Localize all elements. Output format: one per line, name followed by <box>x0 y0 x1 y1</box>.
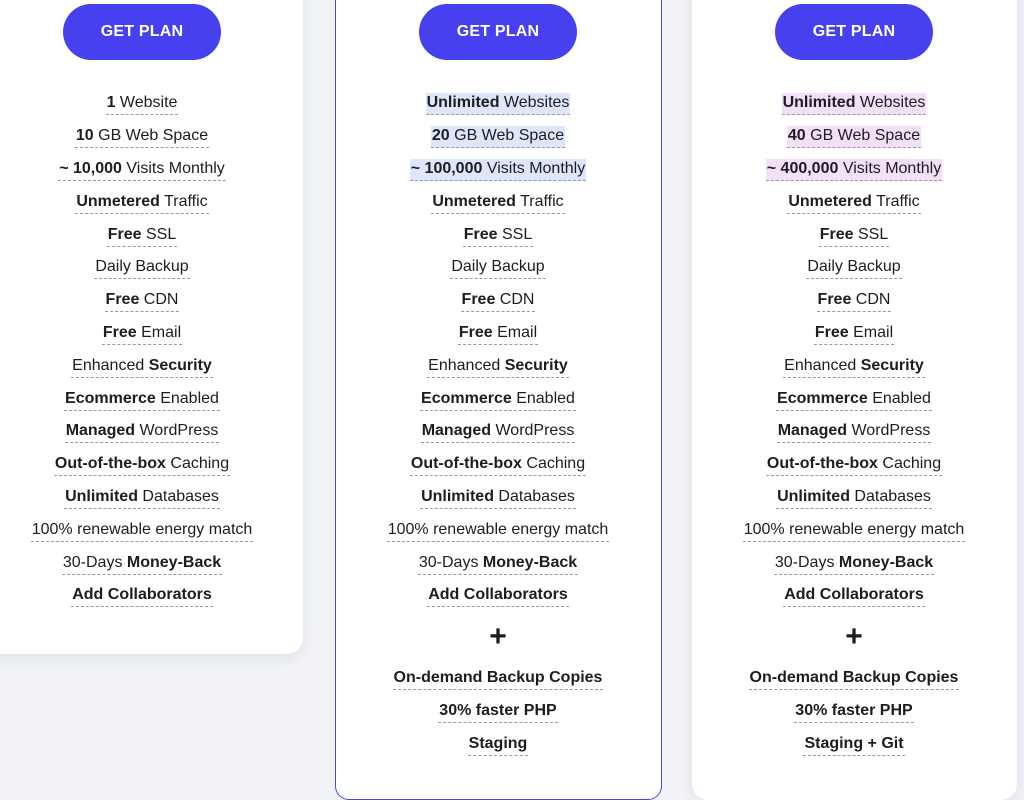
feature-item <box>0 580 307 613</box>
feature-tooltip-text[interactable] <box>420 487 576 509</box>
feature-emphasis: Unmetered <box>76 192 160 210</box>
feature-tooltip-text[interactable] <box>75 192 208 214</box>
feature-emphasis: Managed <box>421 422 492 440</box>
feature-item <box>333 219 663 252</box>
feature-tooltip-text[interactable] <box>458 323 538 345</box>
plan-column-basic <box>0 0 307 756</box>
extra-feature-label[interactable]: Staging + Git <box>803 734 904 756</box>
feature-label: Enabled <box>155 389 219 407</box>
feature-tooltip-text[interactable] <box>774 553 934 575</box>
feature-item <box>333 154 663 187</box>
feature-label: Daily Backup <box>451 258 545 276</box>
feature-emphasis: Out-of-the-box <box>410 455 522 473</box>
feature-label: Visits Monthly <box>121 159 225 177</box>
feature-label: Websites <box>855 94 926 112</box>
feature-label: Enabled <box>511 389 575 407</box>
plan-column-mid <box>333 0 663 756</box>
feature-tooltip-text[interactable] <box>94 257 189 279</box>
feature-tooltip-text[interactable] <box>387 520 610 542</box>
extra-feature-item <box>333 696 663 729</box>
feature-item <box>689 350 1019 383</box>
feature-emphasis: ~ 10,000 <box>59 159 122 177</box>
feature-item <box>333 252 663 285</box>
feature-label: Databases <box>137 487 219 505</box>
feature-item <box>689 383 1019 416</box>
plus-icon: + <box>489 620 507 653</box>
feature-label: Visits Monthly <box>838 159 942 177</box>
feature-tooltip-text[interactable] <box>410 454 586 476</box>
feature-item <box>0 482 307 515</box>
feature-emphasis: 1 <box>106 94 116 112</box>
feature-item <box>0 449 307 482</box>
feature-item <box>0 350 307 383</box>
feature-item <box>689 154 1019 187</box>
feature-tooltip-text[interactable] <box>58 159 226 181</box>
feature-list <box>689 88 1019 613</box>
feature-tooltip-text[interactable] <box>71 356 213 378</box>
feature-emphasis: Managed <box>777 422 848 440</box>
feature-tooltip-text[interactable] <box>421 421 576 443</box>
feature-label: CDN <box>495 291 535 309</box>
feature-emphasis: Unlimited <box>782 94 856 112</box>
plus-icon: + <box>845 620 863 653</box>
feature-emphasis: Security <box>860 356 924 374</box>
feature-tooltip-text[interactable] <box>54 454 230 476</box>
feature-item <box>333 186 663 219</box>
feature-item <box>0 154 307 187</box>
feature-item <box>333 318 663 351</box>
feature-label: SSL <box>497 225 533 243</box>
feature-emphasis: Money-Back <box>482 553 578 571</box>
feature-label: Email <box>492 323 538 341</box>
feature-item <box>689 416 1019 449</box>
feature-item <box>0 416 307 449</box>
feature-emphasis: ~ 100,000 <box>410 159 483 177</box>
feature-tooltip-text[interactable] <box>418 553 578 575</box>
feature-item <box>333 121 663 154</box>
feature-tooltip-text[interactable] <box>461 290 536 312</box>
feature-item <box>0 383 307 416</box>
feature-emphasis: 10 <box>75 127 94 145</box>
feature-tooltip-text[interactable] <box>783 356 925 378</box>
feature-tooltip-text[interactable] <box>410 159 586 181</box>
feature-tooltip-text[interactable] <box>450 257 545 279</box>
feature-item <box>333 350 663 383</box>
feature-label: Email <box>848 323 894 341</box>
feature-tooltip-text[interactable] <box>777 421 932 443</box>
feature-emphasis: Unmetered <box>788 192 872 210</box>
feature-item <box>689 186 1019 219</box>
feature-tooltip-text[interactable] <box>783 585 925 607</box>
feature-tooltip-text[interactable] <box>64 389 220 411</box>
feature-emphasis: Add Collaborators <box>72 586 212 604</box>
feature-label: 30-Days <box>418 553 483 571</box>
feature-list <box>0 88 307 613</box>
extra-feature-label[interactable]: On-demand Backup Copies <box>749 668 960 690</box>
feature-emphasis: Free <box>819 225 854 243</box>
feature-item <box>689 318 1019 351</box>
feature-label: SSL <box>141 225 177 243</box>
feature-item <box>333 547 663 580</box>
get-plan-button[interactable]: GET PLAN <box>63 4 221 60</box>
feature-item <box>689 88 1019 121</box>
get-plan-button[interactable]: GET PLAN <box>775 4 933 60</box>
feature-label: Traffic <box>871 192 920 210</box>
feature-label: Daily Backup <box>807 258 901 276</box>
feature-label: 30-Days <box>62 553 127 571</box>
feature-tooltip-text[interactable] <box>107 225 177 247</box>
feature-label: Databases <box>849 487 931 505</box>
feature-emphasis: Unmetered <box>432 192 516 210</box>
feature-tooltip-text[interactable] <box>431 126 565 148</box>
feature-label: CDN <box>139 291 179 309</box>
feature-tooltip-text[interactable] <box>806 257 901 279</box>
feature-label: WordPress <box>491 422 575 440</box>
feature-emphasis: 40 <box>787 127 806 145</box>
feature-item <box>0 121 307 154</box>
extra-feature-label[interactable]: On-demand Backup Copies <box>393 668 604 690</box>
feature-item <box>333 482 663 515</box>
feature-tooltip-text[interactable] <box>787 126 921 148</box>
feature-emphasis: Money-Back <box>126 553 222 571</box>
feature-tooltip-text[interactable] <box>420 389 576 411</box>
feature-tooltip-text[interactable] <box>431 192 564 214</box>
feature-tooltip-text[interactable] <box>427 356 569 378</box>
feature-emphasis: Unlimited <box>65 487 138 505</box>
feature-label: WordPress <box>135 422 219 440</box>
feature-label: Enhanced <box>72 356 149 374</box>
extra-feature-label[interactable]: Staging <box>468 734 529 756</box>
feature-item <box>333 88 663 121</box>
feature-tooltip-text[interactable] <box>814 323 894 345</box>
plan-column-top <box>689 0 1019 756</box>
feature-emphasis: Out-of-the-box <box>766 455 878 473</box>
feature-emphasis: Free <box>461 291 496 309</box>
extra-feature-item <box>689 663 1019 696</box>
feature-label: GB Web Space <box>805 127 921 145</box>
feature-item <box>689 449 1019 482</box>
feature-emphasis: Ecommerce <box>777 389 868 407</box>
feature-tooltip-text[interactable] <box>105 290 180 312</box>
feature-item <box>333 416 663 449</box>
feature-label: Caching <box>165 455 230 473</box>
feature-item <box>689 482 1019 515</box>
extra-feature-item <box>689 696 1019 729</box>
extra-feature-list <box>333 663 663 761</box>
feature-item <box>689 219 1019 252</box>
feature-item <box>689 121 1019 154</box>
feature-label: Visits Monthly <box>482 159 586 177</box>
extra-feature-item <box>333 663 663 696</box>
feature-tooltip-text[interactable] <box>776 389 932 411</box>
feature-item <box>333 285 663 318</box>
feature-label: 100% renewable energy match <box>387 520 609 538</box>
feature-tooltip-text[interactable] <box>31 520 254 542</box>
feature-item <box>689 547 1019 580</box>
feature-item <box>0 252 307 285</box>
feature-tooltip-text[interactable] <box>102 323 182 345</box>
feature-list <box>333 88 663 613</box>
feature-item <box>689 514 1019 547</box>
feature-tooltip-text[interactable] <box>75 126 209 148</box>
feature-emphasis: Free <box>458 323 493 341</box>
feature-label: Traffic <box>515 192 564 210</box>
feature-tooltip-text[interactable] <box>819 225 889 247</box>
feature-tooltip-text[interactable] <box>64 487 220 509</box>
feature-label: WordPress <box>847 422 931 440</box>
feature-item <box>333 514 663 547</box>
feature-label: 100% renewable energy match <box>31 520 253 538</box>
feature-emphasis: Managed <box>65 422 136 440</box>
feature-label: CDN <box>851 291 891 309</box>
get-plan-button[interactable]: GET PLAN <box>419 4 577 60</box>
feature-label: Websites <box>499 94 570 112</box>
feature-label: Email <box>136 323 182 341</box>
feature-label: GB Web Space <box>449 127 565 145</box>
plus-row <box>689 622 1019 652</box>
feature-emphasis: Add Collaborators <box>784 586 924 604</box>
feature-tooltip-text[interactable] <box>62 553 222 575</box>
extra-feature-list <box>689 663 1019 761</box>
feature-label: 100% renewable energy match <box>743 520 965 538</box>
plus-row <box>0 622 307 652</box>
feature-tooltip-text[interactable] <box>776 487 932 509</box>
feature-emphasis: Free <box>102 323 137 341</box>
extra-feature-label[interactable]: 30% faster PHP <box>794 701 913 723</box>
feature-emphasis: Security <box>504 356 568 374</box>
feature-item <box>0 547 307 580</box>
feature-item <box>0 318 307 351</box>
feature-item <box>689 580 1019 613</box>
feature-item <box>333 580 663 613</box>
feature-item <box>689 285 1019 318</box>
feature-item <box>689 252 1019 285</box>
feature-tooltip-text[interactable] <box>426 93 571 115</box>
feature-emphasis: Ecommerce <box>421 389 512 407</box>
feature-label: Website <box>115 94 178 112</box>
feature-label: 30-Days <box>774 553 839 571</box>
feature-tooltip-text[interactable] <box>71 585 213 607</box>
feature-emphasis: Unlimited <box>421 487 494 505</box>
feature-tooltip-text[interactable] <box>766 159 942 181</box>
feature-emphasis: Free <box>463 225 498 243</box>
feature-emphasis: Free <box>105 291 140 309</box>
extra-feature-item <box>333 729 663 762</box>
feature-item <box>333 383 663 416</box>
feature-item <box>333 449 663 482</box>
feature-label: Caching <box>521 455 586 473</box>
feature-emphasis: Ecommerce <box>65 389 156 407</box>
feature-item <box>0 88 307 121</box>
feature-label: Traffic <box>159 192 208 210</box>
feature-emphasis: Free <box>814 323 849 341</box>
feature-tooltip-text[interactable] <box>743 520 966 542</box>
feature-emphasis: Unlimited <box>426 94 500 112</box>
feature-label: Databases <box>493 487 575 505</box>
feature-item <box>0 186 307 219</box>
feature-tooltip-text[interactable] <box>787 192 920 214</box>
feature-emphasis: 20 <box>431 127 450 145</box>
feature-tooltip-text[interactable] <box>65 421 220 443</box>
feature-tooltip-text[interactable] <box>106 93 179 115</box>
feature-tooltip-text[interactable] <box>766 454 942 476</box>
extra-feature-label[interactable]: 30% faster PHP <box>438 701 557 723</box>
feature-tooltip-text[interactable] <box>817 290 892 312</box>
feature-label: Enhanced <box>784 356 861 374</box>
feature-emphasis: ~ 400,000 <box>766 159 839 177</box>
feature-tooltip-text[interactable] <box>427 585 569 607</box>
feature-tooltip-text[interactable] <box>463 225 533 247</box>
feature-emphasis: Free <box>817 291 852 309</box>
feature-label: Enhanced <box>428 356 505 374</box>
feature-emphasis: Unlimited <box>777 487 850 505</box>
feature-emphasis: Add Collaborators <box>428 586 568 604</box>
feature-label: Enabled <box>867 389 931 407</box>
feature-item <box>0 219 307 252</box>
feature-emphasis: Out-of-the-box <box>54 455 166 473</box>
feature-label: Caching <box>877 455 942 473</box>
plus-row <box>333 622 663 652</box>
feature-emphasis: Security <box>148 356 212 374</box>
feature-emphasis: Money-Back <box>838 553 934 571</box>
feature-item <box>0 285 307 318</box>
feature-emphasis: Free <box>107 225 142 243</box>
feature-tooltip-text[interactable] <box>782 93 927 115</box>
feature-item <box>0 514 307 547</box>
feature-label: GB Web Space <box>93 127 209 145</box>
feature-label: SSL <box>853 225 889 243</box>
extra-feature-item <box>689 729 1019 762</box>
feature-label: Daily Backup <box>95 258 189 276</box>
